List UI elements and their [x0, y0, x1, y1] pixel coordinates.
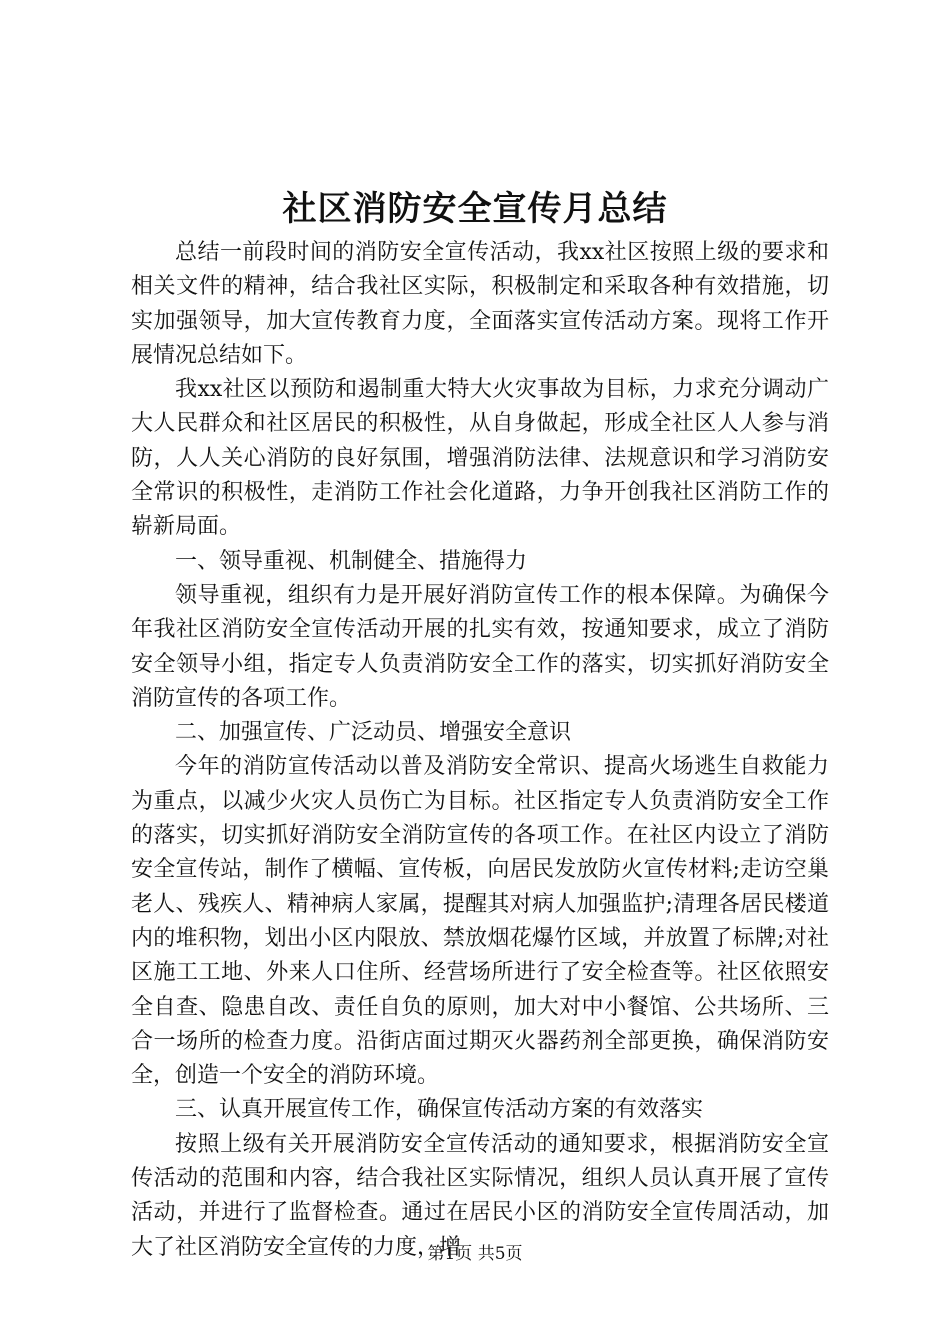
page-footer: 第1页 共5页	[427, 1244, 523, 1264]
paragraph-intro: 总结一前段时间的消防安全宣传活动，我xx社区按照上级的要求和相关文件的精神，结合我社区实际，积极制定和采取各种有效措施，切实加强领导，加大宣传教育力度，全面落实宣传活动方案。现将工作开展情况总结如下。	[131, 240, 829, 368]
paragraph-section-3: 按照上级有关开展消防安全宣传活动的通知要求，根据消防安全宣传活动的范围和内容，结合我社区实际情况，组织人员认真开展了宣传活动，并进行了监督检查。通过在居民小区的消防安全宣传周活动，加大了社区消防安全宣传的力度，增	[131, 1131, 829, 1260]
paragraph-goal: 我xx社区以预防和遏制重大特大火灾事故为目标，力求充分调动广大人民群众和社区居民的积极性，从自身做起，形成全社区人人参与消防，人人关心消防的良好氛围，增强消防法律、法规意识和学习消防安全常识的积极性，走消防工作社会化道路，力争开创我社区消防工作的崭新局面。	[131, 377, 829, 540]
section-heading-2: 二、加强宣传、广泛动员、增强安全意识	[175, 720, 572, 746]
section-heading-3: 三、认真开展宣传工作，确保宣传活动方案的有效落实	[175, 1097, 704, 1123]
paragraph-section-1: 领导重视，组织有力是开展好消防宣传工作的根本保障。为确保今年我社区消防安全宣传活动开展的扎实有效，按通知要求，成立了消防安全领导小组，指定专人负责消防安全工作的落实，切实抓好消防安全消防宣传的各项工作。	[131, 582, 829, 711]
document-title: 社区消防安全宣传月总结	[282, 189, 668, 229]
paragraph-section-2: 今年的消防宣传活动以普及消防安全常识、提高火场逃生自救能力为重点，以减少火灾人员伤亡为目标。社区指定专人负责消防安全工作的落实，切实抓好消防安全消防宣传的各项工作。在社区内设立了消防安全宣传站，制作了横幅、宣传板，向居民发放防火宣传材料;走访空巢老人、残疾人、精神病人家属，提醒其对病人加强监护;清理各居民楼道内的堆积物，划出小区内限放、禁放烟花爆竹区域，并放置了标牌;对社区施工工地、外来人口住所、经营场所进行了安全检查等。社区依照安全自查、隐患自改、责任自负的原则，加大对中小餐馆、公共场所、三合一场所的检查力度。沿街店面过期灭火器药剂全部更换，确保消防安全，创造一个安全的消防环境。	[131, 754, 829, 1089]
section-heading-1: 一、领导重视、机制健全、措施得力	[175, 548, 528, 574]
document-body	[131, 236, 829, 1265]
